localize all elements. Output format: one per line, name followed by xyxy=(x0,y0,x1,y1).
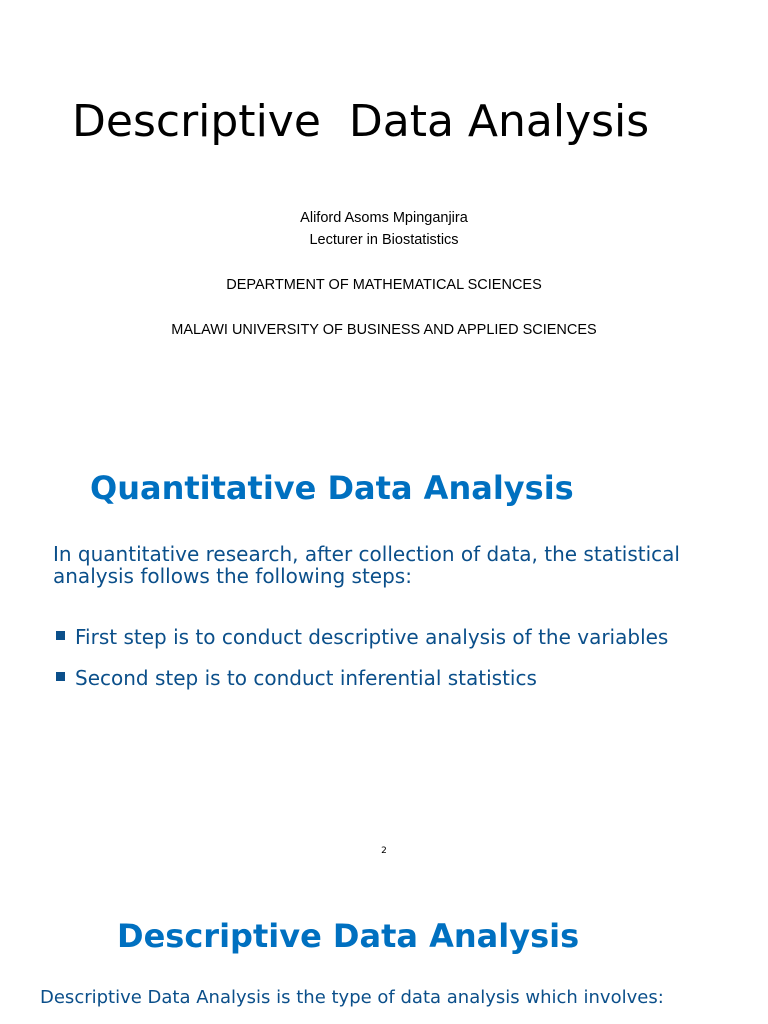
bullet-text: Second step is to conduct inferential statistics xyxy=(75,666,537,690)
list-item xyxy=(53,626,693,648)
slide-heading: Quantitative Data Analysis xyxy=(90,469,574,507)
university-name: MALAWI UNIVERSITY OF BUSINESS AND APPLIED SCIENCES xyxy=(171,322,597,338)
steps-list xyxy=(53,626,693,708)
presentation-title: Descriptive Data Analysis xyxy=(72,96,650,147)
descriptive-slide xyxy=(0,870,768,1024)
title-slide xyxy=(0,0,768,430)
bullet-text: First step is to conduct descriptive analysis of the variables xyxy=(75,625,669,649)
quantitative-slide xyxy=(0,430,768,870)
slide-intro-text: Descriptive Data Analysis is the type of data analysis which involves: xyxy=(40,987,664,1008)
author-role: Lecturer in Biostatistics xyxy=(309,232,459,248)
slide-intro-text: In quantitative research, after collection of data, the statistical analysis follows the following steps: xyxy=(53,542,680,588)
square-bullet-icon xyxy=(56,672,65,681)
square-bullet-icon xyxy=(56,631,65,640)
page-number: 2 xyxy=(381,846,387,856)
author-info xyxy=(0,207,768,341)
department-name: DEPARTMENT OF MATHEMATICAL SCIENCES xyxy=(226,277,542,293)
list-item xyxy=(53,667,693,689)
author-name: Aliford Asoms Mpinganjira xyxy=(300,210,468,226)
slide-heading: Descriptive Data Analysis xyxy=(117,917,580,955)
